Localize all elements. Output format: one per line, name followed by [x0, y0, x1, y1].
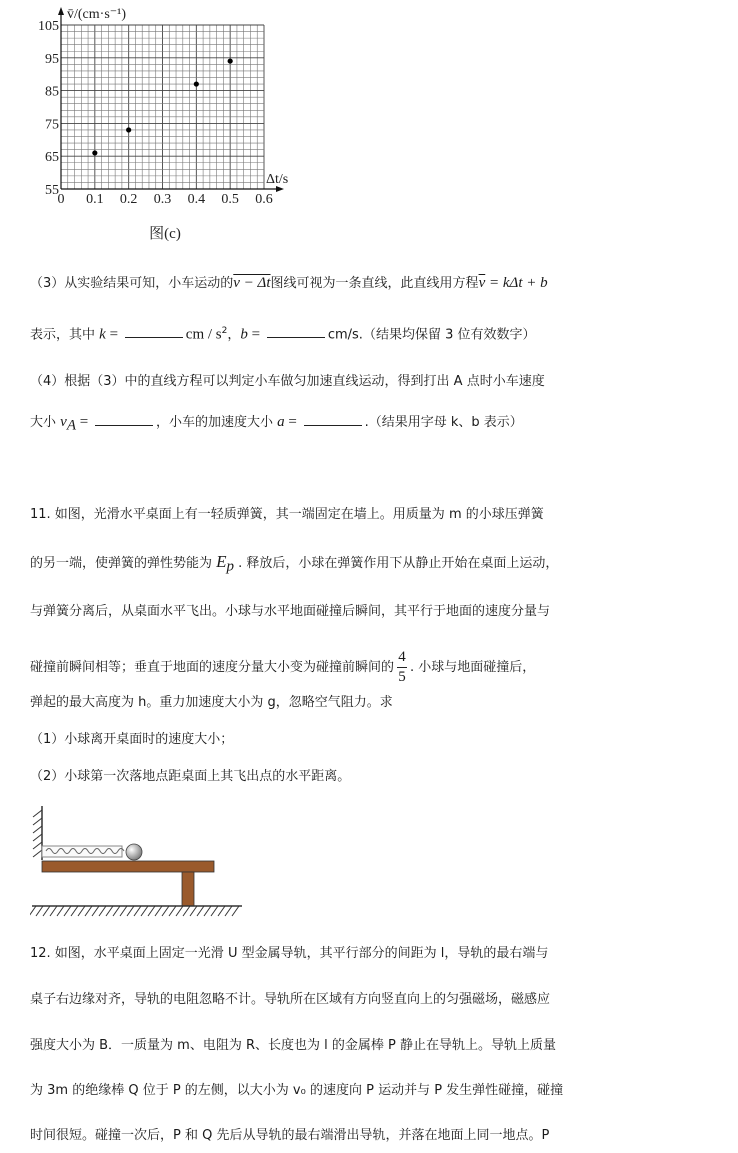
- eq-rest: = kΔt + b: [485, 275, 548, 291]
- fraction-four-fifths: [397, 650, 407, 685]
- p11-line4: [30, 650, 535, 685]
- q4-line1: （4）根据（3）中的直线方程可以判定小车做匀加速直线运动，得到打出 A 点时小车速度: [30, 374, 545, 389]
- p11-sub2: （2）小球第一次落地点距桌面上其飞出点的水平距离。: [30, 769, 351, 784]
- b-unit: cm/s.（结果均保留 3 位有效数字）: [327, 327, 536, 343]
- b-symbol: b: [240, 326, 248, 343]
- equals-b: =: [247, 326, 264, 343]
- svg-text:Δt/s: Δt/s: [266, 172, 289, 187]
- p11-line5: 弹起的最大高度为 h。重力加速度大小为 g，忽略空气阻力。求: [30, 695, 393, 710]
- p12-line1: 12. 如图，水平桌面上固定一光滑 U 型金属导轨，其平行部分的间距为 l，导轨的最右端与: [30, 946, 549, 961]
- svg-text:0.3: 0.3: [153, 192, 172, 207]
- v-dt-expression: v − Δt: [233, 275, 271, 291]
- p11-line3: 与弹簧分离后，从桌面水平飞出。小球与水平地面碰撞后瞬间，其平行于地面的速度分量与: [30, 604, 551, 619]
- svg-text:55: 55: [45, 183, 59, 198]
- chart-svg: [0, 0, 300, 250]
- wall-hatching: [33, 810, 42, 857]
- k-answer-blank[interactable]: [125, 325, 183, 338]
- p12-line4: 为 3m 的绝缘棒 Q 位于 P 的左侧，以大小为 v₀ 的速度向 P 运动并与 P 发生弹性碰撞，碰撞: [30, 1083, 564, 1098]
- table-leg: [182, 872, 194, 906]
- vA-answer-blank[interactable]: [95, 413, 153, 426]
- p11-text-4a: 碰撞前瞬间相等；垂直于地面的速度分量大小变为碰撞前瞬间的: [30, 660, 395, 675]
- q4-line2: [30, 413, 523, 435]
- svg-text:85: 85: [45, 84, 59, 100]
- svg-text:0.6: 0.6: [255, 192, 273, 207]
- frac-bar: [397, 667, 407, 668]
- p12-line3: 强度大小为 B．一质量为 m、电阻为 R、长度也为 l 的金属棒 P 静止在导轨上。导轨上质量: [30, 1038, 556, 1053]
- p11-sub1: （1）小球离开桌面时的速度大小；: [30, 732, 234, 747]
- p11-text-a: 的另一端，使弹簧的弹性势能为: [30, 556, 217, 571]
- svg-text:105: 105: [38, 19, 59, 34]
- equals-vA: =: [75, 414, 92, 430]
- Ep-symbol: E: [216, 552, 227, 571]
- spring-icon: [42, 846, 124, 857]
- q4-text-c: .（结果用字母 k、b 表示）: [364, 415, 523, 430]
- eq-v: $\overline{v}$: [478, 275, 486, 291]
- frac-num: 4: [398, 649, 406, 665]
- equals-a: =: [284, 414, 301, 430]
- b-answer-blank[interactable]: [267, 325, 325, 338]
- ball-icon: [126, 844, 142, 860]
- frac-den: 5: [398, 669, 406, 685]
- svg-text:图(c): 图(c): [149, 226, 181, 242]
- q3-line1: [30, 274, 548, 293]
- k-symbol: k: [99, 326, 106, 343]
- chart-grid: [61, 25, 264, 189]
- velocity-time-chart: [0, 0, 300, 250]
- svg-text:75: 75: [45, 117, 59, 133]
- k-unit: cm / s: [185, 326, 222, 343]
- vA-symbol: v: [60, 414, 67, 430]
- q3-line2: [30, 322, 535, 344]
- q4-text-a: 大小: [30, 415, 61, 430]
- a-symbol: a: [277, 414, 285, 430]
- p11-line1: 11. 如图，光滑水平桌面上有一轻质弹簧，其一端固定在墙上。用质量为 m 的小球压弹簧: [30, 507, 544, 522]
- p11-line2: [30, 553, 558, 576]
- spring-table-figure: [30, 800, 290, 930]
- svg-text:0.1: 0.1: [86, 192, 104, 207]
- p11-text-b: . 释放后，小球在弹簧作用下从静止开始在桌面上运动，: [234, 556, 559, 571]
- vA-sub: A: [66, 417, 76, 434]
- q3-text: （3）从实验结果可知，小车运动的: [30, 276, 234, 291]
- q4-text-b: ，小车的加速度大小: [155, 415, 278, 430]
- svg-text:0.5: 0.5: [221, 192, 239, 207]
- ground-hatching: [30, 906, 239, 916]
- svg-text:0.4: 0.4: [187, 192, 206, 207]
- k-unit-sup: 2: [221, 326, 228, 336]
- a-answer-blank[interactable]: [304, 413, 362, 426]
- table-top: [42, 861, 214, 872]
- svg-text:0.2: 0.2: [119, 192, 138, 207]
- svg-text:65: 65: [45, 150, 59, 166]
- equals: =: [105, 326, 122, 343]
- p12-line2: 桌子右边缘对齐，导轨的电阻忽略不计。导轨所在区域有方向竖直向上的匀强磁场，磁感应: [30, 992, 551, 1007]
- chart-axes: [58, 7, 284, 192]
- svg-text:v̄/(cm·s⁻¹): v̄/(cm·s⁻¹): [67, 7, 127, 22]
- q3-line2-text: 表示，其中: [30, 327, 100, 343]
- q3-text-b: 图线可视为一条直线，此直线用方程: [270, 276, 479, 291]
- spring-table-svg: [30, 800, 290, 930]
- p11-text-4b: . 小球与地面碰撞后，: [410, 660, 536, 675]
- p12-line5: 时间很短。碰撞一次后，P 和 Q 先后从导轨的最右端滑出导轨，并落在地面上同一地点。P: [30, 1128, 550, 1143]
- Ep-sub: p: [226, 558, 235, 575]
- comma: ，: [227, 327, 241, 343]
- svg-text:0: 0: [57, 192, 65, 207]
- svg-text:95: 95: [45, 51, 59, 67]
